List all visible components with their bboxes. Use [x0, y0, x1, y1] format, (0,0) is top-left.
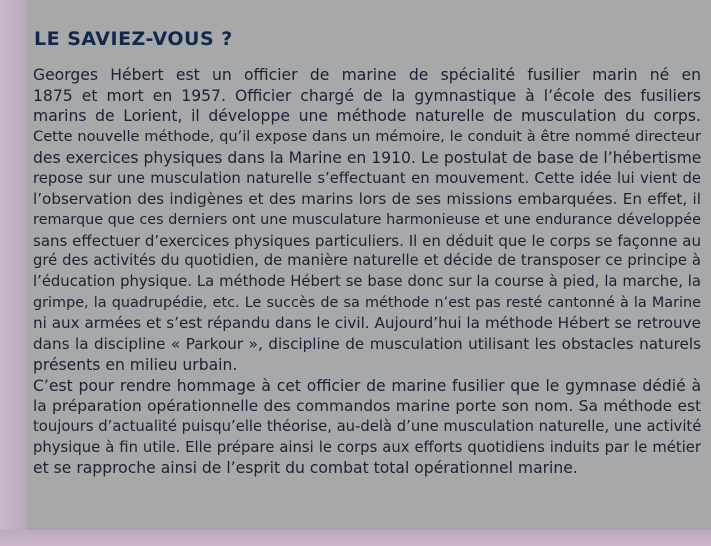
- text-line: physique à fin utile. Elle prépare ainsi le corps aux efforts quotidiens induits par le métier: [33, 438, 701, 456]
- text-line: ni aux armées et s’est répandu dans le civil. Aujourd’hui la méthode Hébert se retrouve: [33, 314, 701, 333]
- text-line: dans la discipline « Parkour », discipline de musculation utilisant les obstacles naturels: [33, 335, 701, 354]
- panel-heading: LE SAVIEZ-VOUS ?: [34, 28, 233, 50]
- text-line: et se rapproche ainsi de l’esprit du combat total opérationnel marine.: [33, 459, 578, 478]
- text-line: présents en milieu urbain.: [33, 355, 238, 374]
- text-line: 1875 et mort en 1957. Officier chargé de la gymnastique à l’école des fusiliers: [33, 86, 701, 105]
- info-panel: [26, 8, 711, 528]
- text-line: marins de Lorient, il développe une méthode naturelle de musculation du corps.: [33, 107, 701, 126]
- text-line: la préparation opérationnelle des commandos marine porte son nom. Sa méthode est: [33, 397, 701, 416]
- text-line: gré des activités du quotidien, de manière naturelle et décide de transposer ce principe à: [33, 252, 701, 270]
- text-line: sans effectuer d’exercices physiques particuliers. Il en déduit que le corps se façonne au: [33, 231, 701, 250]
- text-line: des exercices physiques dans la Marine en 1910. Le postulat de base de l’hébertisme: [33, 148, 702, 167]
- text-line: toujours d’actualité puisqu’elle théorise, au-delà d’une musculation naturelle, une activité: [33, 417, 702, 435]
- left-margin-strip: [0, 0, 26, 546]
- text-line: Cette nouvelle méthode, qu’il expose dans un mémoire, le conduit à être nommé directeur: [33, 128, 701, 146]
- text-line: C’est pour rendre hommage à cet officier de marine fusilier que le gymnase dédié à: [33, 376, 701, 395]
- body-text: [33, 65, 701, 479]
- text-line: grimpe, la quadrupédie, etc. Le succès de sa méthode n’est pas resté cantonné à la Marine: [33, 294, 701, 311]
- text-line: l’observation des indigènes et des marins lors de ses missions embarquées. En effet, il: [33, 190, 701, 209]
- text-line: l’éducation physique. La méthode Hébert se base donc sur la course à pied, la marche, la: [33, 273, 701, 291]
- bottom-margin-strip: [0, 530, 711, 546]
- text-line: Georges Hébert est un officier de marine de spécialité fusilier marin né en: [33, 66, 701, 84]
- text-line: repose sur une musculation naturelle s’effectuant en mouvement. Cette idée lui vient de: [33, 169, 701, 187]
- text-line: remarque que ces derniers ont une musculature harmonieuse et une endurance développée: [33, 211, 701, 228]
